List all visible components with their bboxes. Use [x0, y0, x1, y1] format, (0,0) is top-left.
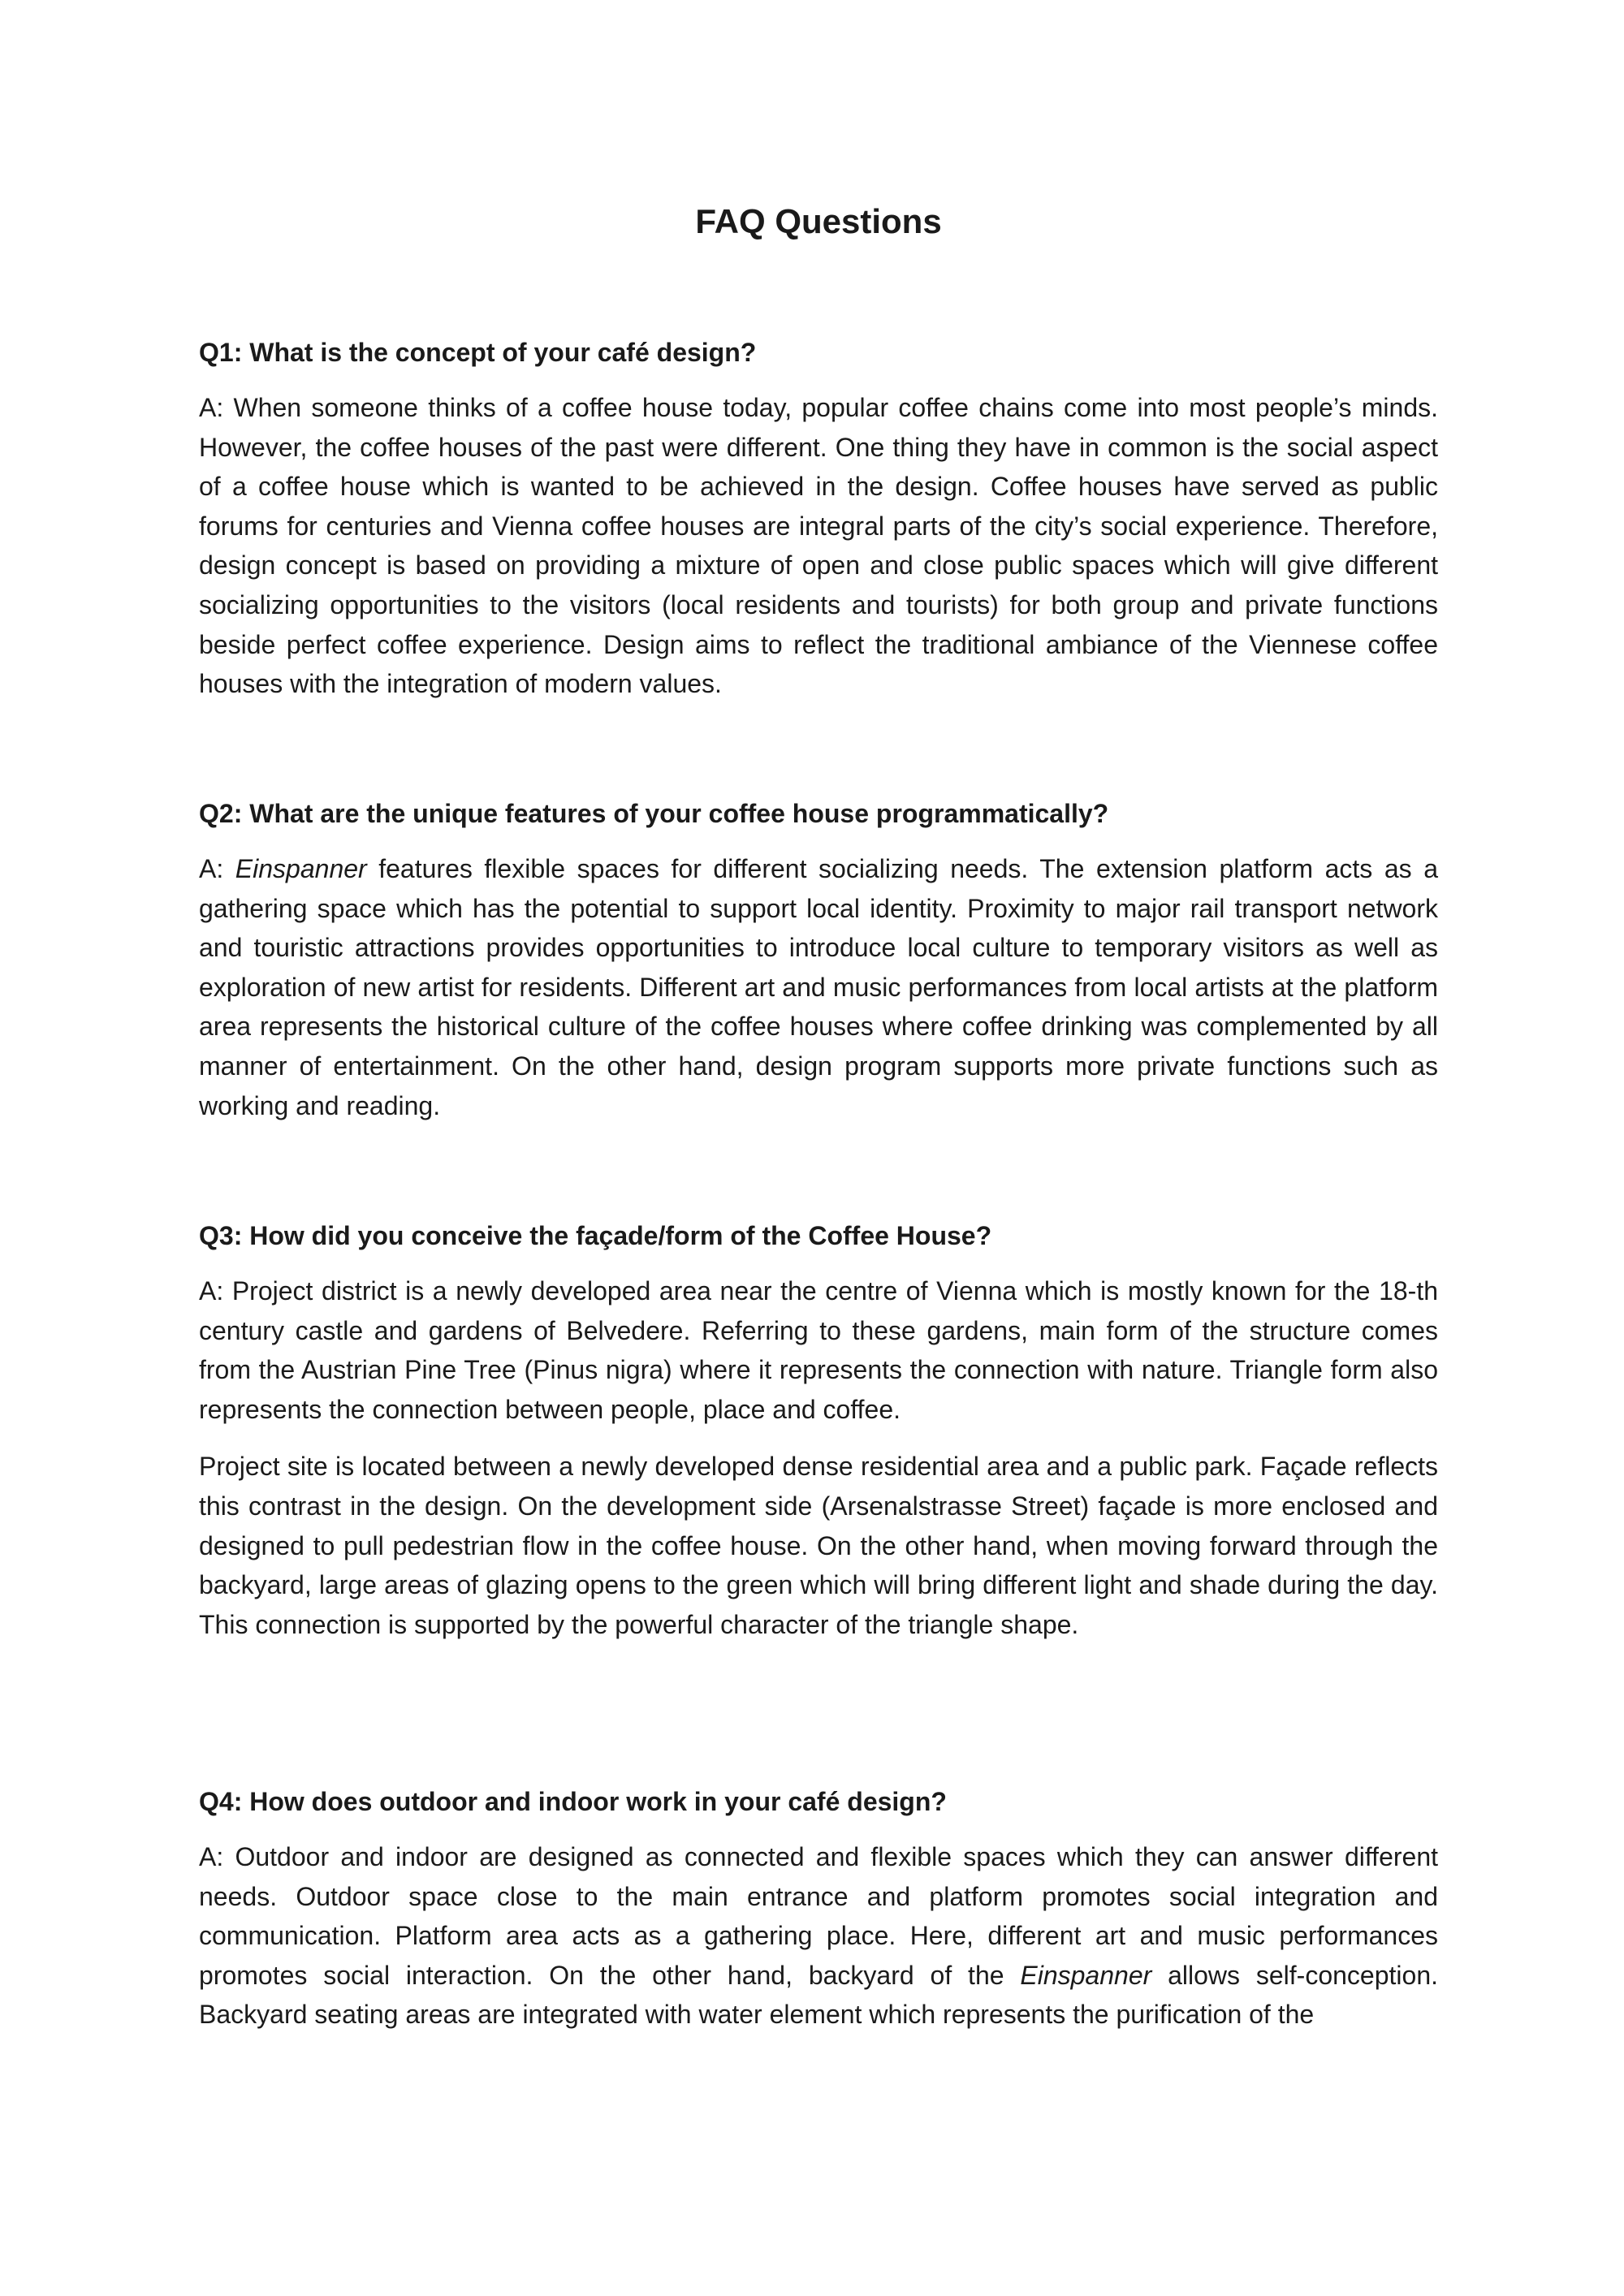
faq-item-4 [199, 1782, 1438, 2052]
cafe-name-emphasis: Einspanner [1020, 1960, 1152, 1990]
faq-answer-3-paragraph-2: Project site is located between a newly developed dense residential area and a public park. Façade reflects this contrast in the design. On the development side (Arsenalstrasse Street) façade is more enclosed and designed to pull pedestrian flow in the coffee house. On the other hand, when moving forward through the backyard, large areas of glazing opens to the green which will bring different light and shade during the day. This connection is supported by the powerful character of the triangle shape. [199, 1452, 1438, 1639]
faq-answer-3: A: Project district is a newly developed area near the centre of Vienna which is mostly known for the 18-th century castle and gardens of Belvedere. Referring to these gardens, main form of the structure comes from the Austrian Pine Tree (Pinus nigra) where it represents the connection with nature. Triangle form also represents the connection between people, place and coffee. [199, 1276, 1438, 1424]
faq-answer-4 [199, 1837, 1438, 2035]
faq-question-1: Q1: What is the concept of your café design? [199, 338, 757, 367]
faq-question-3: Q3: How did you conceive the façade/form of the Coffee House? [199, 1221, 992, 1250]
answer-text-part-2: allows self-conception. Backyard seating areas are integrated with water element which represents the purification of the [199, 1960, 1438, 2030]
faq-answer-1: A: When someone thinks of a coffee house today, popular coffee chains come into most people’s minds. However, the coffee houses of the past were different. One thing they have in common is the social aspect of a coffee house which is wanted to be achieved in the design. Coffee houses have served as public forums for centuries and Vienna coffee houses are integral parts of the city’s social experience. Therefore, design concept is based on providing a mixture of open and close public spaces which will give different socializing opportunities to the visitors (local residents and tourists) for both group and private functions beside perfect coffee experience. Design aims to reflect the traditional ambiance of the Viennese coffee houses with the integration of modern values. [199, 393, 1438, 699]
faq-item-2 [199, 794, 1438, 1143]
document-page [199, 0, 1438, 2296]
answer-text: features flexible spaces for different socializing needs. The extension platform acts as a gathering space which has the potential to support local identity. Proximity to major rail transport network and touristic attractions provides opportunities to introduce local culture to temporary visitors as well as exploration of new artist for residents. Different art and music performances from local artists at the platform area represents the historical culture of the coffee houses where coffee drinking was complemented by all manner of entertainment. On the other hand, design program supports more private functions such as working and reading. [199, 854, 1439, 1120]
page-title: FAQ Questions [695, 202, 942, 240]
answer-text-part-1: A: Outdoor and indoor are designed as connected and flexible spaces which they can answer different needs. Outdoor space close to the main entrance and platform promotes social integration and communication. Platform area acts as a gathering place. Here, different art and music performances promotes social interaction. On the other hand, backyard of the [199, 1842, 1438, 1990]
answer-prefix: A: [199, 854, 235, 883]
faq-question-2: Q2: What are the unique features of your coffee house programmatically? [199, 799, 1109, 828]
faq-question-4: Q4: How does outdoor and indoor work in your café design? [199, 1787, 947, 1816]
cafe-name-emphasis: Einspanner [235, 854, 367, 883]
faq-item-1 [199, 333, 1438, 722]
faq-item-3 [199, 1216, 1438, 1662]
faq-answer-2 [199, 849, 1438, 1125]
